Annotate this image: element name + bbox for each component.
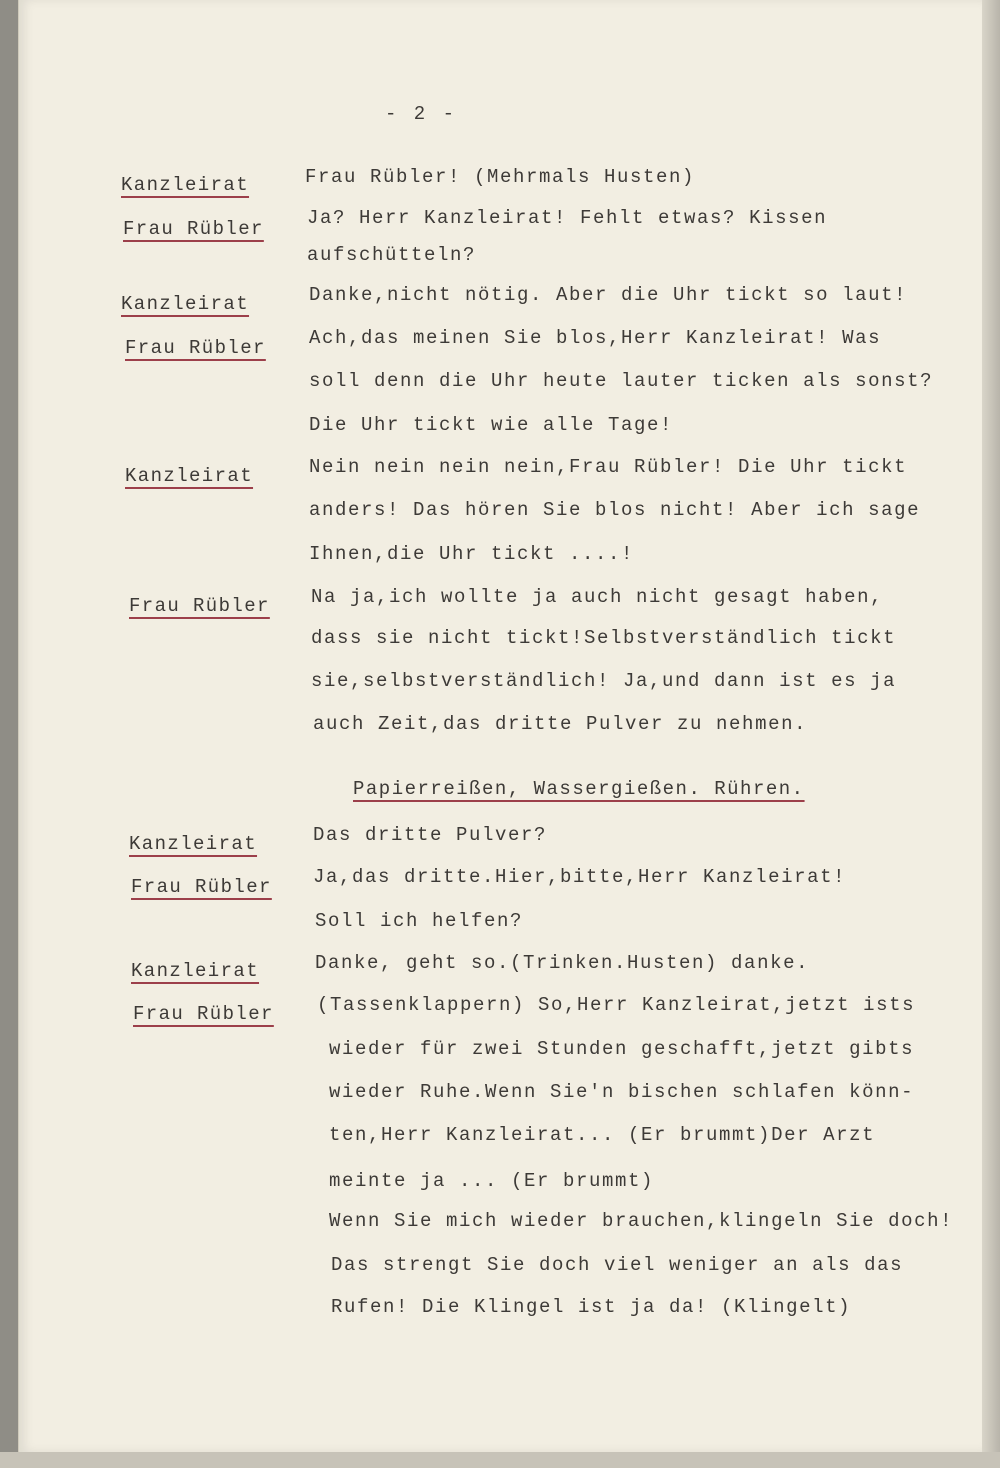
page-edge-bottom	[0, 1452, 1000, 1468]
dialogue-line: Ach,das meinen Sie blos,Herr Kanzleirat! Was	[309, 327, 882, 349]
typescript-page	[18, 0, 983, 1452]
dialogue-line: ten,Herr Kanzleirat... (Er brummt)Der Arzt	[329, 1124, 876, 1146]
page-number: - 2 -	[385, 103, 458, 125]
dialogue-line: soll denn die Uhr heute lauter ticken als sonst?	[309, 370, 934, 392]
dialogue-line: Nein nein nein nein,Frau Rübler! Die Uhr tickt	[309, 456, 908, 478]
dialogue-line: Wenn Sie mich wieder brauchen,klingeln Sie doch!	[329, 1210, 954, 1232]
dialogue-line: Soll ich helfen?	[315, 910, 524, 932]
dialogue-line: Ihnen,die Uhr tickt ....!	[309, 543, 635, 565]
dialogue-line: Rufen! Die Klingel ist ja da! (Klingelt)	[331, 1296, 852, 1318]
dialogue-line: dass sie nicht tickt!Selbstverständlich tickt	[311, 627, 897, 649]
dialogue-line: (Tassenklappern) So,Herr Kanzleirat,jetzt ists	[317, 994, 916, 1016]
dialogue-line: Das strengt Sie doch viel weniger an als das	[331, 1254, 904, 1276]
dialogue-line: wieder Ruhe.Wenn Sie'n bischen schlafen könn-	[329, 1081, 915, 1103]
speaker-kanzleirat: Kanzleirat	[125, 465, 254, 487]
dialogue-line: sie,selbstverständlich! Ja,und dann ist es ja	[311, 670, 897, 692]
speaker-frau-ruebler: Frau Rübler	[123, 218, 264, 240]
dialogue-line: Ja,das dritte.Hier,bitte,Herr Kanzleirat!	[313, 866, 847, 888]
dialogue-line: wieder für zwei Stunden geschafft,jetzt gibts	[329, 1038, 915, 1060]
speaker-kanzleirat: Kanzleirat	[131, 960, 260, 982]
dialogue-line: Die Uhr tickt wie alle Tage!	[309, 414, 674, 436]
speaker-frau-ruebler: Frau Rübler	[131, 876, 272, 898]
speaker-kanzleirat: Kanzleirat	[121, 293, 250, 315]
page-edge-right	[982, 0, 1000, 1468]
speaker-kanzleirat: Kanzleirat	[129, 833, 258, 855]
dialogue-line: auch Zeit,das dritte Pulver zu nehmen.	[313, 713, 808, 735]
speaker-kanzleirat: Kanzleirat	[121, 174, 250, 196]
dialogue-line: aufschütteln?	[307, 244, 477, 266]
speaker-frau-ruebler: Frau Rübler	[133, 1003, 274, 1025]
stage-direction: Papierreißen, Wassergießen. Rühren.	[353, 778, 805, 800]
speaker-frau-ruebler: Frau Rübler	[129, 595, 270, 617]
dialogue-line: meinte ja ... (Er brummt)	[329, 1170, 655, 1192]
dialogue-line: Ja? Herr Kanzleirat! Fehlt etwas? Kissen	[307, 207, 828, 229]
dialogue-line: Frau Rübler! (Mehrmals Husten)	[305, 166, 696, 188]
dialogue-line: Das dritte Pulver?	[313, 824, 548, 846]
dialogue-line: Danke, geht so.(Trinken.Husten) danke.	[315, 952, 810, 974]
dialogue-line: Danke,nicht nötig. Aber die Uhr tickt so laut!	[309, 284, 908, 306]
dialogue-line: anders! Das hören Sie blos nicht! Aber ich sage	[309, 499, 921, 521]
speaker-frau-ruebler: Frau Rübler	[125, 337, 266, 359]
dialogue-line: Na ja,ich wollte ja auch nicht gesagt haben,	[311, 586, 884, 608]
